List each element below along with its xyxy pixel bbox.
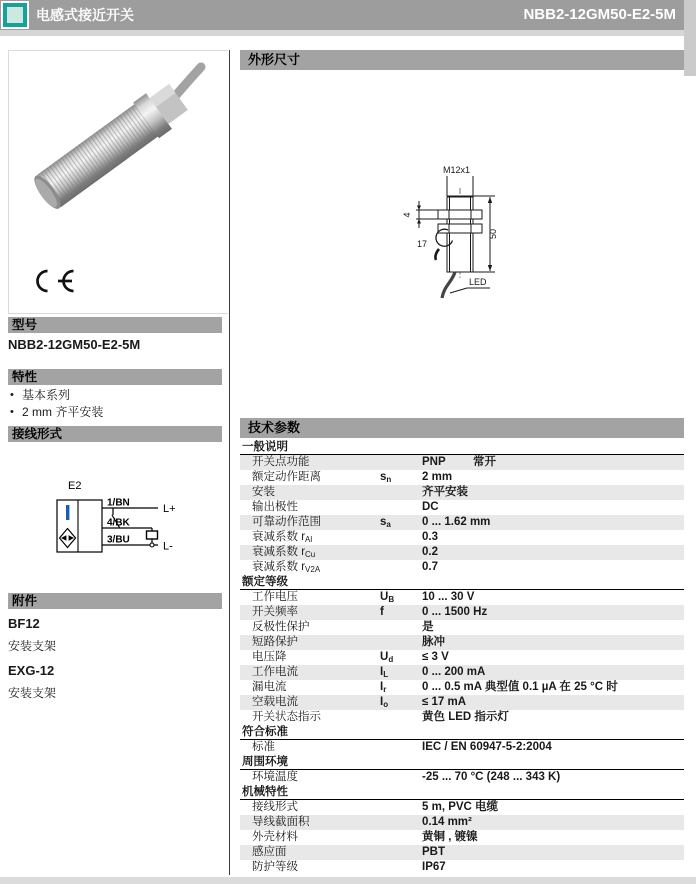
feature-text: 2 mm 齐平安装 (22, 405, 104, 419)
param-label: 导线截面积 (252, 816, 310, 828)
tech-row (240, 515, 684, 530)
dim-led-label: LED (469, 277, 487, 287)
param-label: 反极性保护 (252, 621, 310, 633)
param-label: 输出极性 (252, 501, 298, 513)
dim-nut-label: 4 (402, 212, 412, 218)
param-label: 空载电流 (252, 696, 298, 708)
param-symbol: $s_n$ (380, 471, 392, 484)
section-heading-tech: 技术参数 (240, 418, 684, 438)
param-value: 齐平安装 (422, 486, 468, 498)
tech-row (240, 800, 684, 815)
tech-section-title: 一般说明 (240, 440, 684, 455)
param-symbol: $U_d$ (380, 651, 394, 664)
param-label: 开关点功能 (252, 456, 310, 468)
param-symbol: $I_o$ (380, 696, 389, 709)
tech-row (240, 650, 684, 665)
param-value: 0.14 mm² (422, 816, 472, 828)
param-label: 短路保护 (252, 636, 298, 648)
tech-table (240, 440, 684, 875)
param-label: 安装 (252, 486, 275, 498)
tech-row (240, 545, 684, 560)
dim-length-label: 50 (488, 228, 498, 240)
param-label: 电压降 (252, 651, 287, 663)
param-value: 10 ... 30 V (422, 591, 475, 603)
features-list (8, 387, 103, 421)
param-value: 0 ... 0.5 mA 典型值 0.1 µA 在 25 °C 时 (422, 681, 618, 693)
tech-row (240, 470, 684, 485)
param-label: 感应面 (252, 846, 287, 858)
tech-section-title: 周围环境 (240, 755, 684, 770)
header-model-number: NBB2-12GM50-E2-5M (523, 6, 676, 23)
param-label: 接线形式 (252, 801, 298, 813)
tech-row (240, 485, 684, 500)
tech-section-title: 额定等级 (240, 575, 684, 590)
sensor-output-bar-icon (66, 505, 69, 520)
tech-row (240, 635, 684, 650)
param-label: 衰减系数 $r_{Cu}$ (252, 546, 316, 559)
header-shadow (0, 30, 684, 36)
tech-row (240, 665, 684, 680)
load-symbol (147, 531, 158, 539)
tech-row (240, 560, 684, 575)
accessory-description: 安装支架 (8, 686, 57, 700)
wiring-diagram-label: E2 (68, 480, 82, 492)
param-symbol: $s_a$ (380, 516, 391, 529)
tech-row (240, 620, 684, 635)
param-label: 可靠动作范围 (252, 516, 321, 528)
param-value: IP67 (422, 861, 446, 873)
terminal-plus-label: L+ (163, 503, 176, 515)
dim-thread-label: M12x1 (443, 165, 471, 175)
tech-row (240, 815, 684, 830)
param-value: 5 m, PVC 电缆 (422, 801, 499, 813)
param-value: 2 mm (422, 471, 453, 483)
product-family-icon (3, 3, 27, 27)
section-heading-accessories: 附件 (8, 593, 222, 609)
section-heading-connection: 接线形式 (8, 426, 222, 442)
param-label: 环境温度 (252, 771, 298, 783)
feature-item (8, 387, 103, 404)
param-value: 0.2 (422, 546, 438, 558)
param-value: IEC / EN 60947-5-2:2004 (422, 741, 552, 753)
ce-mark-icon (29, 267, 85, 295)
accessories-list (8, 612, 218, 710)
param-value: PNP (422, 456, 446, 468)
param-symbol: $I_L$ (380, 666, 389, 679)
wire-label-bu: 3/BU (107, 534, 130, 546)
dimension-drawing (390, 160, 550, 308)
param-label: 衰减系数 $r_{Al}$ (252, 531, 313, 544)
tech-row (240, 845, 684, 860)
column-divider (229, 50, 230, 875)
param-value: 0.3 (422, 531, 438, 543)
page-bottom-edge (0, 877, 696, 884)
param-label: 工作电流 (252, 666, 298, 678)
accessory-description: 安装支架 (8, 639, 57, 653)
tech-row (240, 590, 684, 605)
page-title: 电感式接近开关 (36, 7, 134, 23)
param-value: 是 (422, 621, 434, 633)
accessory-name: BF12 (8, 616, 40, 631)
tech-row (240, 695, 684, 710)
section-heading-model: 型号 (8, 317, 222, 333)
section-heading-features: 特性 (8, 369, 222, 385)
param-symbol: $U_B$ (380, 591, 395, 604)
param-value: DC (422, 501, 439, 513)
param-value: PBT (422, 846, 445, 858)
param-label: 开关状态指示 (252, 711, 321, 723)
tech-row (240, 500, 684, 515)
param-value: ≤ 3 V (422, 651, 449, 663)
tech-row (240, 770, 684, 785)
tech-row (240, 830, 684, 845)
param-value: 0 ... 200 mA (422, 666, 486, 678)
param-label: 防护等级 (252, 861, 298, 873)
dim-wrench-label: 17 (417, 239, 428, 249)
tech-row (240, 530, 684, 545)
param-label: 外壳材料 (252, 831, 298, 843)
param-value: 脉冲 (422, 636, 445, 648)
tech-row (240, 710, 684, 725)
tech-row (240, 680, 684, 695)
wiring-diagram (8, 470, 222, 585)
param-value-2: 常开 (473, 456, 496, 468)
tech-row (240, 605, 684, 620)
param-label: 衰减系数 $r_{V2A}$ (252, 561, 321, 574)
tech-row (240, 740, 684, 755)
wire-label-bk: 4/BK (107, 517, 130, 529)
tech-section-title: 机械特性 (240, 785, 684, 800)
page-edge-background (684, 0, 696, 76)
tech-row (240, 860, 684, 875)
product-photo (8, 50, 228, 314)
tech-section-title: 符合标准 (240, 725, 684, 740)
param-value: ≤ 17 mA (422, 696, 467, 708)
tech-row (240, 455, 684, 470)
feature-item (8, 404, 103, 421)
param-value: 0 ... 1500 Hz (422, 606, 488, 618)
feature-text: 基本系列 (22, 388, 71, 402)
section-heading-dimensions: 外形尺寸 (240, 50, 684, 70)
param-label: 漏电流 (252, 681, 287, 693)
terminal-minus-label: L- (163, 540, 173, 553)
accessory-name: EXG-12 (8, 663, 55, 678)
param-value: -25 ... 70 °C (248 ... 343 K) (422, 771, 561, 783)
param-label: 标准 (252, 741, 275, 753)
param-label: 工作电压 (252, 591, 298, 603)
param-value: 0.7 (422, 561, 438, 573)
param-symbol: $I_r$ (380, 681, 387, 694)
param-symbol: f (380, 606, 384, 618)
param-value: 黄铜 , 镀镍 (422, 831, 478, 843)
param-label: 额定动作距离 (252, 471, 321, 483)
model-number: NBB2-12GM50-E2-5M (8, 337, 141, 352)
wire-label-bn: 1/BN (107, 497, 130, 509)
param-value: 黄色 LED 指示灯 (422, 711, 509, 723)
param-value: 0 ... 1.62 mm (422, 516, 491, 528)
param-label: 开关频率 (252, 606, 298, 618)
